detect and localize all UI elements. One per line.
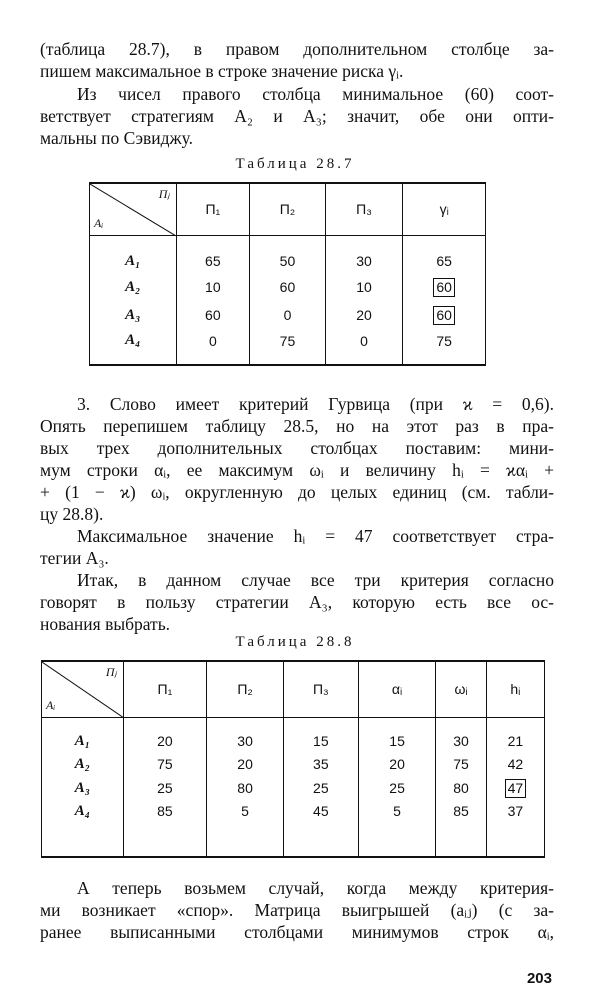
text-line: 3. Слово имеет критерий Гурвица (при ϰ = 0,6).	[77, 394, 554, 414]
table-cell: 85	[436, 801, 486, 857]
table-cell: 35	[283, 753, 358, 775]
column-header: П₂	[207, 661, 284, 717]
text-line: говорят в пользу стратегии A₃, которую есть все ос-	[40, 592, 554, 612]
table-cell: 20	[325, 301, 403, 329]
table-corner-cell	[90, 183, 177, 235]
table-cell: 10	[176, 273, 250, 301]
highlighted-value: 47	[505, 779, 527, 798]
table-cell: 37	[486, 801, 544, 857]
row-label: A₂	[42, 753, 124, 775]
text-line: мальны по Сэвиджу.	[40, 128, 193, 148]
column-header: ωᵢ	[436, 661, 486, 717]
corner-top-label: Πⱼ	[105, 665, 117, 679]
table-cell: 60	[250, 273, 326, 301]
table-28-8	[41, 660, 545, 858]
table-cell: 20	[123, 717, 207, 753]
table-cell: 75	[436, 753, 486, 775]
table-cell: 20	[207, 753, 284, 775]
table-cell: 0	[176, 329, 250, 365]
table-row	[90, 301, 486, 329]
table-cell: 85	[123, 801, 207, 857]
paragraph-hurwicz	[40, 393, 554, 525]
column-header: П₂	[250, 183, 326, 235]
row-label: A₄	[42, 801, 124, 857]
table-cell	[403, 301, 486, 329]
table-28-8-caption: Таблица 28.8	[235, 634, 355, 650]
table-cell	[486, 775, 544, 801]
table-cell: 75	[250, 329, 326, 365]
table-cell: 10	[325, 273, 403, 301]
column-header: hᵢ	[486, 661, 544, 717]
table-cell: 5	[207, 801, 284, 857]
table-28-7-caption: Таблица 28.7	[235, 156, 355, 172]
text-line: А теперь возьмем случай, когда между критерия-	[77, 878, 554, 898]
table-cell: 30	[325, 235, 403, 273]
page-number: 203	[526, 970, 552, 987]
table-row	[42, 775, 545, 801]
table-cell: 80	[436, 775, 486, 801]
row-label: A₄	[90, 329, 177, 365]
column-header: П₃	[283, 661, 358, 717]
table-cell: 25	[123, 775, 207, 801]
text-line: мум строки αᵢ, ее максимум ωᵢ и величину hᵢ = ϰαᵢ +	[40, 460, 554, 480]
table-cell: 25	[358, 775, 436, 801]
table-cell: 20	[358, 753, 436, 775]
row-label: A₁	[42, 717, 124, 753]
table-cell: 0	[325, 329, 403, 365]
table-cell: 65	[403, 235, 486, 273]
table-cell: 42	[486, 753, 544, 775]
column-header: γᵢ	[403, 183, 486, 235]
table-cell: 25	[283, 775, 358, 801]
table-cell: 15	[283, 717, 358, 753]
paragraph-max-h	[40, 525, 554, 569]
table-cell: 21	[486, 717, 544, 753]
table-row	[90, 329, 486, 365]
column-header: αᵢ	[358, 661, 436, 717]
text-line: Максимальное значение hᵢ = 47 соответствует стра-	[77, 526, 554, 546]
table-cell: 30	[436, 717, 486, 753]
paragraph-conclusion	[40, 569, 554, 635]
highlighted-value: 60	[433, 306, 455, 325]
table-cell: 80	[207, 775, 284, 801]
table-cell: 75	[403, 329, 486, 365]
text-line: ветствует стратегиям A₂ и A₃; значит, обе они опти-	[40, 106, 554, 126]
corner-bottom-label: Aᵢ	[46, 697, 56, 712]
table-cell: 50	[250, 235, 326, 273]
row-label: A₂	[90, 273, 177, 301]
corner-bottom-label: Aᵢ	[94, 215, 104, 230]
row-label: A₃	[90, 301, 177, 329]
text-line: цу 28.8).	[40, 504, 104, 524]
row-label: A₁	[90, 235, 177, 273]
table-row	[90, 235, 486, 273]
table-cell: 45	[283, 801, 358, 857]
table-cell: 0	[250, 301, 326, 329]
table-cell: 75	[123, 753, 207, 775]
text-line: нования выбрать.	[40, 614, 171, 634]
highlighted-value: 60	[433, 278, 455, 297]
text-line: (таблица 28.7), в правом дополнительном столбце за-	[40, 39, 554, 59]
table-cell: 15	[358, 717, 436, 753]
table-row	[42, 753, 545, 775]
text-line: ранее выписанными столбцами минимумов строк αᵢ,	[40, 922, 554, 942]
column-header: П₁	[176, 183, 250, 235]
paragraph-savage-intro	[40, 38, 554, 82]
text-line: Из чисел правого столбца минимальное (60) соот-	[77, 84, 554, 104]
text-line: пишем максимальное в строке значение риска γᵢ.	[40, 61, 404, 81]
text-line: + (1 − ϰ) ωᵢ, округленную до целых единиц (см. табли-	[40, 482, 554, 502]
table-row	[42, 717, 545, 753]
corner-top-label: Πⱼ	[158, 187, 170, 201]
row-label: A₃	[42, 775, 124, 801]
table-cell: 65	[176, 235, 250, 273]
paragraph-savage-result	[40, 83, 554, 149]
table-corner-cell	[42, 661, 124, 717]
table-cell: 30	[207, 717, 284, 753]
column-header: П₃	[325, 183, 403, 235]
text-line: Итак, в данном случае все три критерия согласно	[77, 570, 554, 590]
text-line: тегии A₃.	[40, 548, 109, 568]
paragraph-dispute	[40, 877, 554, 943]
column-header: П₁	[123, 661, 207, 717]
text-line: Опять перепишем таблицу 28.5, но на этот раз в пра-	[40, 416, 554, 436]
table-row	[90, 273, 486, 301]
table-28-7	[89, 182, 486, 366]
table-cell: 60	[176, 301, 250, 329]
text-line: ми возникает «спор». Матрица выигрышей (aᵢⱼ) (с за-	[40, 900, 554, 920]
table-cell	[403, 273, 486, 301]
text-line: вых трех дополнительных столбцах поставим: мини-	[40, 438, 554, 458]
table-cell: 5	[358, 801, 436, 857]
table-row	[42, 801, 545, 857]
